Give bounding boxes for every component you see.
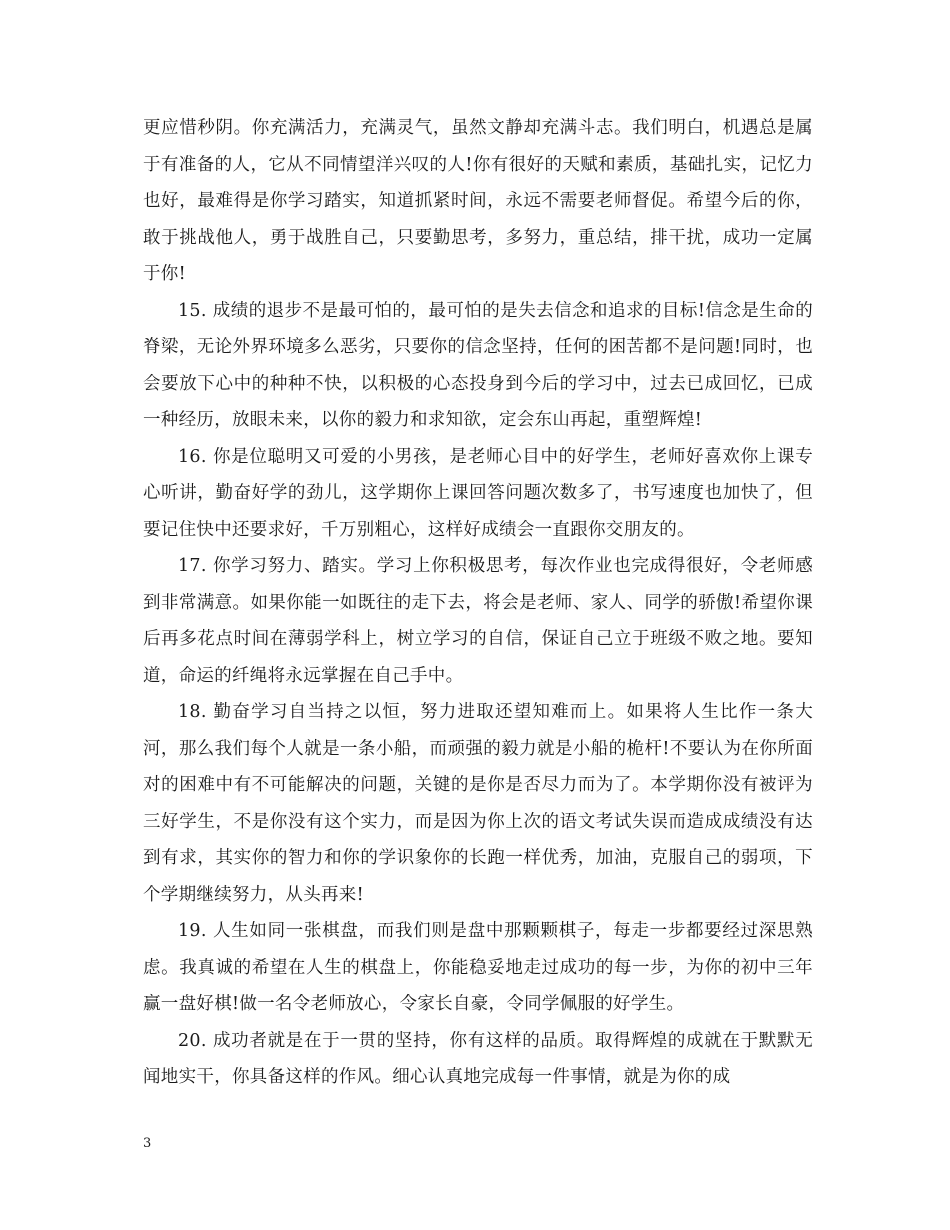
paragraph-18: 18. 勤奋学习自当持之以恒，努力进取还望知难而上。如果将人生比作一条大河，那么我们每个人就是一条小船，而顽强的毅力就是小船的桅杆!不要认为在你所面对的困难中有不可能解决的问题，关键的是你是否尽力而为了。本学期你没有被评为三好学生，不是你没有这个实力，而是因为你上次的语文考试失误而造成成绩没有达到有求，其实你的智力和你的学识象你的长跑一样优秀，加油，克服自己的弱项，下个学期继续努力，从头再来! [143,702,813,905]
paragraph-16: 16. 你是位聪明又可爱的小男孩，是老师心目中的好学生，老师好喜欢你上课专心听讲，勤奋好学的劲儿，这学期你上课回答问题次数多了，书写速度也加快了，但要记住快中还要求好，千万别粗心，这样好成绩会一直跟你交朋友的。 [143,446,813,540]
page-number: 3 [143,1136,152,1151]
paragraph-20: 20. 成功者就是在于一贯的坚持，你有这样的品质。取得辉煌的成就在于默默无闻地实干，你具备这样的作风。细心认真地完成每一件事情，就是为你的成 [143,1030,813,1087]
paragraph-17: 17. 你学习努力、踏实。学习上你积极思考，每次作业也完成得很好，令老师感到非常满意。如果你能一如既往的走下去，将会是老师、家人、同学的骄傲!希望你课后再多花点时间在薄弱学科上，树立学习的自信，保证自己立于班级不败之地。要知道，命运的纤绳将永远掌握在自己手中。 [143,556,813,686]
paragraph-15: 15. 成绩的退步不是最可怕的，最可怕的是失去信念和追求的目标!信念是生命的脊梁，无论外界环境多么恶劣，只要你的信念坚持，任何的困苦都不是问题!同时，也会要放下心中的种种不快，以积极的心态投身到今后的学习中，过去已成回忆，已成一种经历，放眼未来，以你的毅力和求知欲，定会东山再起，重塑辉煌! [143,300,813,430]
paragraph-19: 19. 人生如同一张棋盘，而我们则是盘中那颗颗棋子，每走一步都要经过深思熟虑。我真诚的希望在人生的棋盘上，你能稳妥地走过成功的每一步，为你的初中三年赢一盘好棋!做一名令老师放心，令家长自豪，令同学佩服的好学生。 [143,921,813,1014]
paragraph-continued: 更应惜秒阴。你充满活力，充满灵气，虽然文静却充满斗志。我们明白，机遇总是属于有准备的人，它从不同情望洋兴叹的人!你有很好的天赋和素质，基础扎实，记忆力也好，最难得是你学习踏实，知道抓紧时间，永远不需要老师督促。希望今后的你，敢于挑战他人，勇于战胜自己，只要勤思考，多努力，重总结，排干扰，成功一定属于你! [143,118,813,284]
document-body [143,110,813,1096]
